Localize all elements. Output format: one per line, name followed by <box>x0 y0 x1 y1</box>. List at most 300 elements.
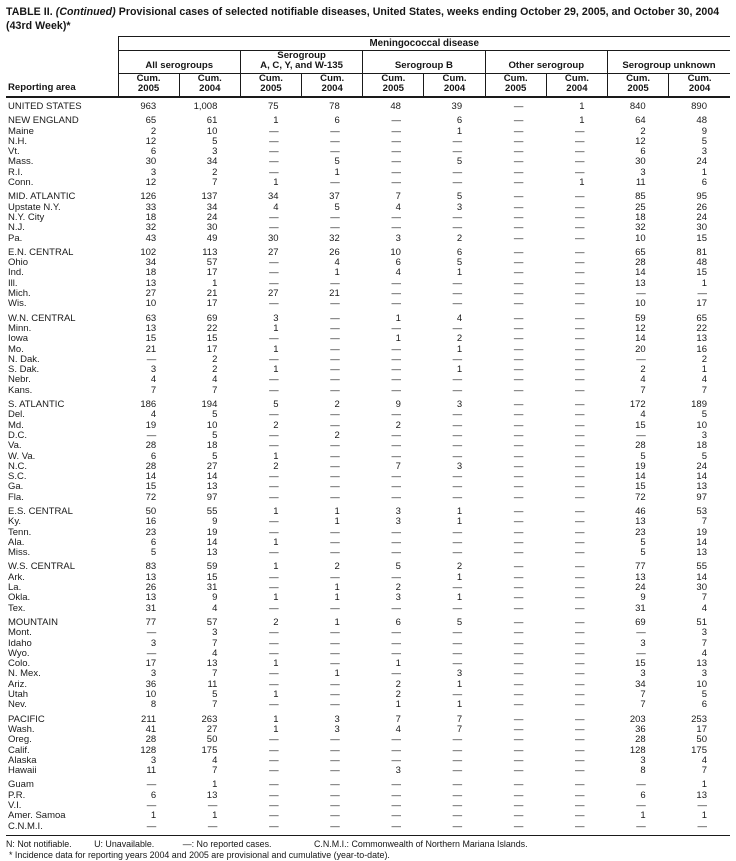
value-cell: 4 <box>701 375 707 386</box>
value-cell: — <box>269 583 279 594</box>
value-cell: — <box>330 766 340 777</box>
value-cell: 2 <box>456 562 463 573</box>
value-cell: 1 <box>334 583 340 594</box>
value-cell: 1 <box>334 617 340 628</box>
value-cell: — <box>269 821 279 832</box>
area-cell: Nev. <box>8 700 27 711</box>
value-cell: — <box>146 430 157 441</box>
value-cell: 30 <box>635 157 646 168</box>
table-row <box>6 822 730 836</box>
value-cell: 10 <box>206 126 218 137</box>
value-cell: — <box>575 735 585 746</box>
value-cell: — <box>452 178 463 189</box>
area-cell: UNITED STATES <box>8 101 82 112</box>
table-row <box>6 593 730 603</box>
value-cell: — <box>636 628 646 639</box>
value-cell: 4 <box>701 648 707 659</box>
value-cell: — <box>513 572 524 583</box>
value-cell: 30 <box>206 223 218 234</box>
value-cell: 12 <box>145 136 157 147</box>
value-cell: — <box>391 790 401 801</box>
value-cell: — <box>452 648 463 659</box>
value-cell: — <box>269 766 279 777</box>
value-cell: 1 <box>334 268 340 279</box>
table-row <box>6 680 730 690</box>
value-cell: — <box>513 679 524 690</box>
value-cell: — <box>575 344 585 355</box>
value-cell: 69 <box>206 313 218 324</box>
value-cell: — <box>575 441 585 452</box>
value-cell: — <box>513 714 524 725</box>
area-cell: Guam <box>8 780 34 791</box>
area-cell: Mont. <box>8 628 32 639</box>
value-cell: 72 <box>635 492 646 503</box>
value-cell: — <box>330 821 340 832</box>
value-cell: 13 <box>696 334 707 345</box>
value-cell: — <box>330 126 340 137</box>
value-cell: — <box>269 147 279 158</box>
value-cell: 37 <box>329 192 340 203</box>
table-row <box>6 700 730 710</box>
table-row <box>6 715 730 725</box>
value-cell: 26 <box>696 202 707 213</box>
value-cell: — <box>575 136 585 147</box>
value-cell: — <box>575 202 585 213</box>
value-cell: 4 <box>640 410 646 421</box>
table-row <box>6 203 730 213</box>
value-cell: 4 <box>334 258 340 269</box>
value-cell: 14 <box>206 537 218 548</box>
value-cell: — <box>330 811 340 822</box>
value-cell: 15 <box>206 334 218 345</box>
area-cell: W.N. CENTRAL <box>8 313 76 324</box>
value-cell: — <box>269 385 279 396</box>
value-cell: 14 <box>635 472 646 483</box>
value-cell: — <box>391 537 401 548</box>
value-cell: — <box>513 202 524 213</box>
value-cell: — <box>513 354 524 365</box>
value-cell: 175 <box>201 745 218 756</box>
value-cell: 7 <box>150 385 157 396</box>
value-cell: 2 <box>212 167 218 178</box>
value-cell: 19 <box>206 527 218 538</box>
value-cell: — <box>575 593 585 604</box>
value-cell: — <box>330 527 340 538</box>
value-cell: — <box>391 410 401 421</box>
table-row <box>6 628 730 638</box>
value-cell: — <box>575 258 585 269</box>
value-cell: — <box>452 790 463 801</box>
value-cell: 1 <box>273 562 279 573</box>
value-cell: 9 <box>212 593 218 604</box>
value-cell: — <box>330 385 340 396</box>
value-cell: 1 <box>640 811 646 822</box>
value-cell: 28 <box>635 441 646 452</box>
value-cell: — <box>575 223 585 234</box>
value-cell: — <box>269 482 279 493</box>
value-cell: — <box>452 638 463 649</box>
value-cell: — <box>391 472 401 483</box>
value-cell: — <box>269 811 279 822</box>
value-cell: 1 <box>273 659 279 670</box>
value-cell: 3 <box>395 593 401 604</box>
area-cell: MOUNTAIN <box>8 617 58 628</box>
value-cell: 3 <box>150 638 157 649</box>
value-cell: 172 <box>629 400 646 411</box>
value-cell: 14 <box>206 472 218 483</box>
value-cell: — <box>452 745 463 756</box>
value-cell: — <box>697 821 707 832</box>
value-cell: 14 <box>145 472 157 483</box>
table-title <box>6 6 730 33</box>
value-cell: 78 <box>329 101 340 112</box>
group-header-serogroup-unknown: Serogroup unknown <box>608 51 731 74</box>
value-cell: 30 <box>145 157 157 168</box>
value-cell: 57 <box>206 258 218 269</box>
value-cell: — <box>575 334 585 345</box>
value-cell: — <box>513 101 524 112</box>
value-cell: 1 <box>456 365 463 376</box>
value-cell: — <box>513 420 524 431</box>
value-cell: — <box>636 354 646 365</box>
value-cell: — <box>391 548 401 559</box>
value-cell: 48 <box>390 101 401 112</box>
value-cell: 61 <box>206 116 218 127</box>
value-cell: — <box>269 354 279 365</box>
value-cell: 2 <box>273 420 279 431</box>
value-cell: — <box>330 648 340 659</box>
value-cell: 5 <box>640 537 646 548</box>
value-cell: — <box>269 648 279 659</box>
area-cell: La. <box>8 583 22 594</box>
value-cell: 30 <box>267 233 279 244</box>
area-cell: Vt. <box>8 147 20 158</box>
area-cell: Md. <box>8 420 24 431</box>
value-cell: 3 <box>395 517 401 528</box>
value-cell: — <box>575 811 585 822</box>
value-cell: — <box>452 289 463 300</box>
value-cell: 3 <box>640 167 646 178</box>
value-cell: 97 <box>206 492 218 503</box>
value-cell: 3 <box>701 430 707 441</box>
value-cell: 31 <box>145 603 157 614</box>
value-cell: 7 <box>212 385 218 396</box>
value-cell: 21 <box>206 289 218 300</box>
value-cell: 3 <box>640 638 646 649</box>
value-cell: 77 <box>145 617 157 628</box>
table-row <box>6 780 730 790</box>
col-header-cum-2005: Cum. 2005 <box>118 74 179 98</box>
value-cell: 2 <box>395 420 401 431</box>
value-cell: — <box>575 745 585 756</box>
value-cell: 5 <box>701 410 707 421</box>
value-cell: 3 <box>701 147 707 158</box>
table-row <box>6 234 730 244</box>
value-cell: 5 <box>701 690 707 701</box>
value-cell: 5 <box>456 258 463 269</box>
value-cell: 4 <box>212 755 218 766</box>
value-cell: — <box>513 268 524 279</box>
value-cell: 31 <box>635 603 646 614</box>
value-cell: — <box>513 313 524 324</box>
value-cell: 13 <box>696 548 707 559</box>
value-cell: — <box>575 430 585 441</box>
value-cell: 18 <box>145 268 157 279</box>
value-cell: — <box>575 537 585 548</box>
value-cell: — <box>575 638 585 649</box>
area-cell: Ky. <box>8 517 22 528</box>
value-cell: — <box>575 679 585 690</box>
value-cell: — <box>513 375 524 386</box>
value-cell: — <box>452 420 463 431</box>
value-cell: 7 <box>212 638 218 649</box>
value-cell: 3 <box>150 755 157 766</box>
footnote-legend <box>6 839 730 850</box>
value-cell: — <box>636 801 646 811</box>
value-cell: — <box>391 385 401 396</box>
value-cell: 25 <box>635 202 646 213</box>
value-cell: — <box>391 811 401 822</box>
notifiable-diseases-table <box>6 36 730 836</box>
value-cell: — <box>636 289 646 300</box>
value-cell: — <box>330 323 340 334</box>
value-cell: — <box>269 669 279 680</box>
value-cell: 11 <box>207 679 218 690</box>
value-cell: 1 <box>212 278 218 289</box>
value-cell: — <box>452 410 463 421</box>
value-cell: 65 <box>635 247 646 258</box>
col-header-cum-2005: Cum. 2005 <box>363 74 424 98</box>
value-cell: — <box>452 167 463 178</box>
value-cell: 11 <box>635 178 646 189</box>
area-cell: Ga. <box>8 482 24 493</box>
value-cell: — <box>391 669 401 680</box>
area-cell: S. ATLANTIC <box>8 400 65 411</box>
table-row <box>6 299 730 309</box>
value-cell: 1 <box>273 690 279 701</box>
value-cell: — <box>391 638 401 649</box>
value-cell: 1 <box>456 506 463 517</box>
value-cell: 41 <box>145 724 157 735</box>
value-cell: 13 <box>145 593 157 604</box>
value-cell: 4 <box>273 202 279 213</box>
table-row <box>6 289 730 299</box>
value-cell: 1,008 <box>193 101 218 112</box>
value-cell: 3 <box>456 669 463 680</box>
value-cell: — <box>269 801 279 811</box>
col-header-cum-2004: Cum. 2004 <box>424 74 485 98</box>
value-cell: 6 <box>395 617 401 628</box>
value-cell: 34 <box>206 157 218 168</box>
value-cell: 263 <box>201 714 218 725</box>
area-cell: N. Dak. <box>8 354 40 365</box>
value-cell: — <box>391 375 401 386</box>
value-cell: 4 <box>456 313 463 324</box>
area-cell: Wis. <box>8 299 27 310</box>
value-cell: 7 <box>395 714 401 725</box>
value-cell: 59 <box>206 562 218 573</box>
value-cell: — <box>391 289 401 300</box>
value-cell: 8 <box>640 766 646 777</box>
value-cell: 59 <box>635 313 646 324</box>
value-cell: — <box>513 790 524 801</box>
value-cell: 1 <box>273 537 279 548</box>
value-cell: 20 <box>635 344 646 355</box>
value-cell: — <box>269 167 279 178</box>
area-cell: N. Mex. <box>8 669 41 680</box>
value-cell: — <box>452 801 463 811</box>
table-row <box>6 528 730 538</box>
value-cell: — <box>330 755 340 766</box>
value-cell: 19 <box>145 420 157 431</box>
value-cell: — <box>269 603 279 614</box>
table-row <box>6 538 730 548</box>
value-cell: 14 <box>635 268 646 279</box>
value-cell: — <box>513 801 524 811</box>
table-row <box>6 639 730 649</box>
value-cell: 1 <box>579 116 585 127</box>
value-cell: — <box>330 537 340 548</box>
value-cell: 36 <box>145 679 157 690</box>
value-cell: — <box>513 147 524 158</box>
value-cell: 6 <box>701 700 707 711</box>
table-row <box>6 365 730 375</box>
area-cell: N.C. <box>8 461 27 472</box>
table-row <box>6 178 730 188</box>
value-cell: 43 <box>145 233 157 244</box>
value-cell: — <box>575 821 585 832</box>
value-cell: 5 <box>212 410 218 421</box>
value-cell: — <box>575 628 585 639</box>
value-cell: 28 <box>145 735 157 746</box>
table-row <box>6 334 730 344</box>
value-cell: 23 <box>635 527 646 538</box>
value-cell: 9 <box>701 126 707 137</box>
table-row <box>6 746 730 756</box>
value-cell: — <box>391 365 401 376</box>
value-cell: — <box>269 527 279 538</box>
value-cell: — <box>330 679 340 690</box>
table-row <box>6 604 730 614</box>
value-cell: — <box>513 223 524 234</box>
value-cell: 10 <box>635 299 646 310</box>
value-cell: 30 <box>696 223 707 234</box>
value-cell: — <box>513 690 524 701</box>
value-cell: 81 <box>696 247 707 258</box>
value-cell: — <box>452 628 463 639</box>
value-cell: 5 <box>701 451 707 462</box>
area-cell: P.R. <box>8 790 26 801</box>
value-cell: — <box>330 136 340 147</box>
value-cell: 1 <box>456 593 463 604</box>
value-cell: — <box>146 648 157 659</box>
table-header <box>6 37 730 98</box>
table-row <box>6 618 730 628</box>
area-cell: Tex. <box>8 603 26 614</box>
value-cell: 6 <box>456 116 463 127</box>
value-cell: — <box>330 659 340 670</box>
value-cell: 5 <box>395 562 401 573</box>
value-cell: 27 <box>267 247 279 258</box>
area-cell: Oreg. <box>8 735 32 746</box>
value-cell: — <box>269 745 279 756</box>
area-cell: Nebr. <box>8 375 31 386</box>
value-cell: 890 <box>691 101 707 112</box>
value-cell: 7 <box>456 724 463 735</box>
value-cell: — <box>269 638 279 649</box>
value-cell: 1 <box>150 811 157 822</box>
value-cell: — <box>330 313 340 324</box>
area-cell: Utah <box>8 690 29 701</box>
value-cell: 175 <box>691 745 707 756</box>
value-cell: — <box>452 441 463 452</box>
area-cell: Wyo. <box>8 648 30 659</box>
reporting-area-header: Reporting area <box>6 37 118 98</box>
value-cell: 51 <box>696 617 707 628</box>
value-cell: 10 <box>390 247 401 258</box>
value-cell: 75 <box>267 101 279 112</box>
value-cell: — <box>330 420 340 431</box>
table-row <box>6 507 730 517</box>
value-cell: 7 <box>212 766 218 777</box>
value-cell: 1 <box>701 167 707 178</box>
value-cell: — <box>452 548 463 559</box>
table-row <box>6 573 730 583</box>
value-cell: 189 <box>691 400 707 411</box>
table-row <box>6 386 730 396</box>
value-cell: — <box>575 461 585 472</box>
value-cell: — <box>330 461 340 472</box>
value-cell: — <box>513 400 524 411</box>
area-cell: Va. <box>8 441 22 452</box>
value-cell: 69 <box>635 617 646 628</box>
value-cell: — <box>269 548 279 559</box>
value-cell: 13 <box>145 572 157 583</box>
area-cell: NEW ENGLAND <box>8 116 79 127</box>
value-cell: 1 <box>456 517 463 528</box>
value-cell: — <box>575 603 585 614</box>
value-cell: 2 <box>334 430 340 441</box>
area-cell: Ala. <box>8 537 25 548</box>
value-cell: — <box>575 780 585 791</box>
value-cell: 1 <box>395 313 401 324</box>
value-cell: — <box>330 472 340 483</box>
value-cell: 36 <box>635 724 646 735</box>
value-cell: — <box>513 157 524 168</box>
value-cell: 34 <box>206 202 218 213</box>
value-cell: 7 <box>456 714 463 725</box>
value-cell: — <box>513 178 524 189</box>
table-row <box>6 375 730 385</box>
value-cell: — <box>513 603 524 614</box>
value-cell: — <box>513 724 524 735</box>
table-row <box>6 223 730 233</box>
table-row <box>6 583 730 593</box>
value-cell: — <box>391 116 401 127</box>
value-cell: 5 <box>456 157 463 168</box>
value-cell: — <box>330 223 340 234</box>
value-cell: — <box>513 492 524 503</box>
value-cell: — <box>452 385 463 396</box>
value-cell: — <box>452 821 463 832</box>
value-cell: — <box>513 167 524 178</box>
value-cell: — <box>391 648 401 659</box>
value-cell: — <box>575 648 585 659</box>
value-cell: 113 <box>202 247 218 258</box>
value-cell: 22 <box>206 323 218 334</box>
value-cell: — <box>391 157 401 168</box>
value-cell: — <box>575 278 585 289</box>
